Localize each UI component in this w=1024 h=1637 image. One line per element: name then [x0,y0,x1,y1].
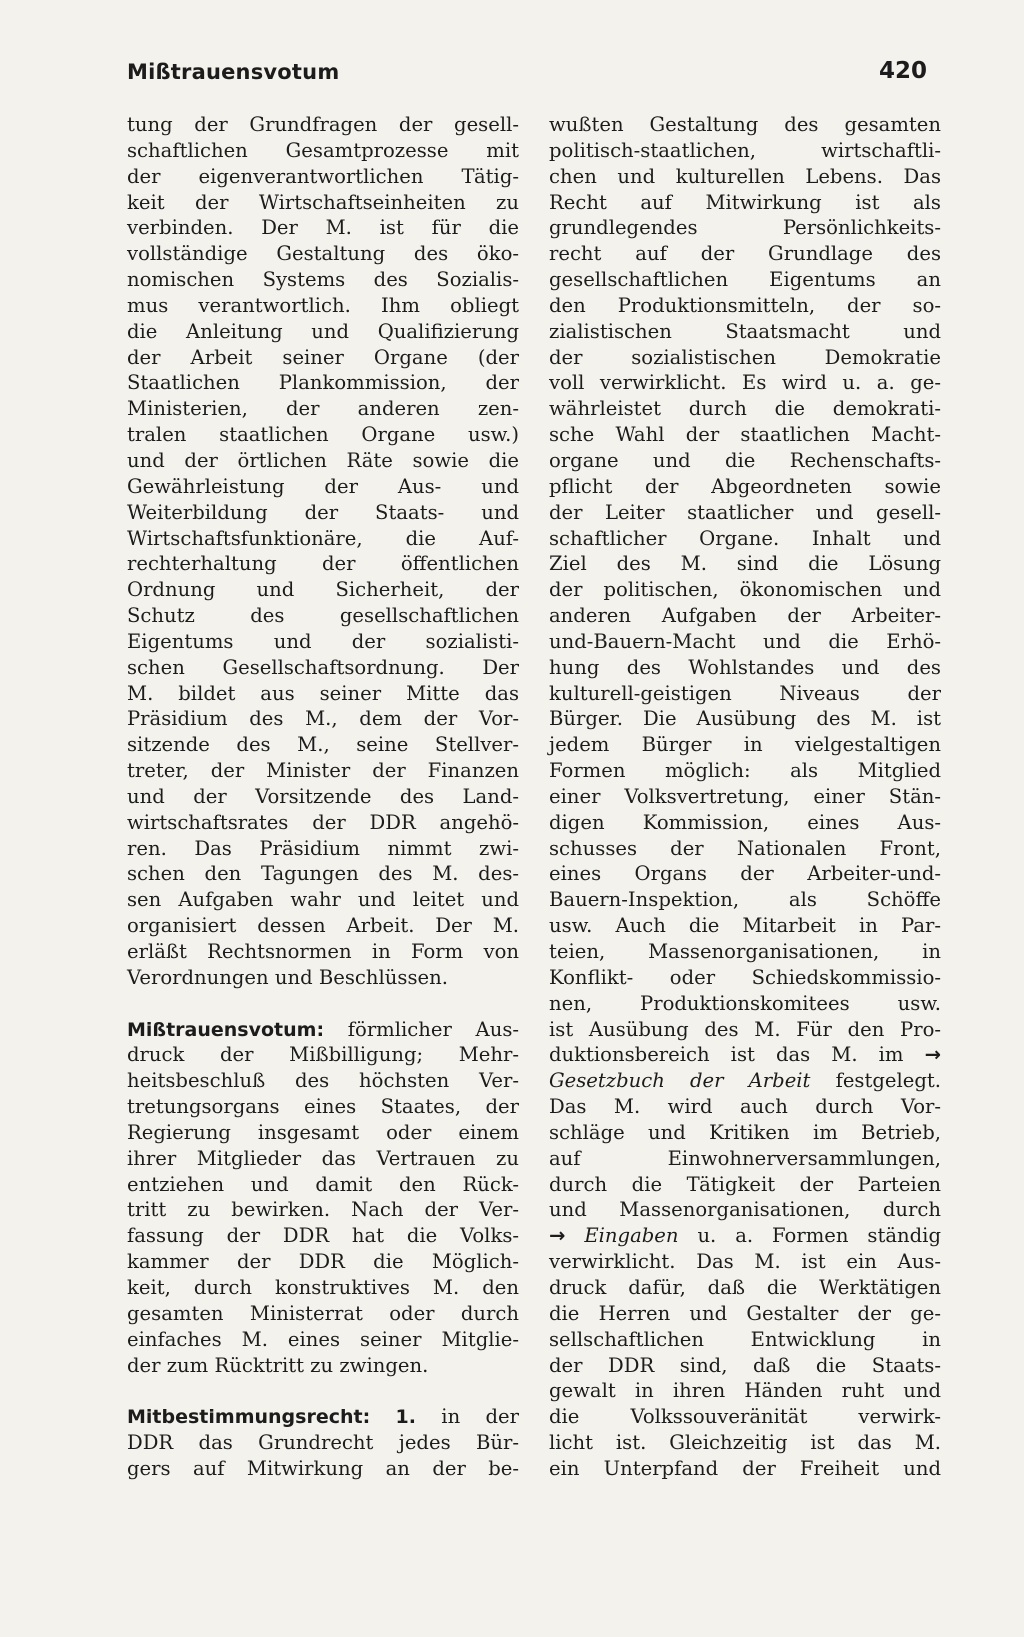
text-line: Bürger. Die Ausübung des M. ist [549,707,941,731]
text-line: und-Bauern-Macht und die Erhö- [549,629,941,653]
text-line: erläßt Rechtsnormen in Form von [127,940,519,963]
text-line: schen den Tagungen des M. des- [127,862,519,886]
text-line: schaftlichen Gesamtprozesse mit [127,138,519,162]
text-line-with-arrow [549,1042,941,1068]
right-column [549,112,941,1482]
text-line: verbinden. Der M. ist für die [127,216,519,240]
text-line: voll verwirklicht. Es wird u. a. ge- [549,371,941,395]
text-line: fassung der DDR hat die Volks- [127,1224,519,1248]
text-line: ein Unterpfand der Freiheit und [549,1456,941,1480]
cross-reference-gesetzbuch-der-arbeit: Gesetzbuch der Arbeit [549,1069,811,1093]
text-line: Präsidium des M., dem der Vor- [127,707,519,731]
text-line: ist Ausübung des M. Für den Pro- [549,1017,941,1041]
text-line: M. bildet aus seiner Mitte das [127,681,519,705]
text-line: politisch-staatlichen, wirtschaftli- [549,138,941,162]
cross-reference-line [549,1223,941,1249]
text-line: gesellschaftlichen Eigentums an [549,268,941,292]
text-line: treter, der Minister der Finanzen [127,759,519,783]
text-line: einfaches M. eines seiner Mitglie- [127,1327,519,1351]
entry-mitbestimmungsrecht [127,1404,519,1482]
text-line: der sozialistischen Demokratie [549,345,941,369]
text-line: mus verantwortlich. Ihm obliegt [127,293,519,317]
running-head [127,60,927,94]
text-line: Ziel des M. sind die Lösung [549,552,941,576]
entry-first-line [127,1404,519,1430]
text-line: recht auf der Grundlage des [549,242,941,266]
text-line: kammer der DDR die Möglich- [127,1250,519,1274]
text-line: schusses der Nationalen Front, [549,836,941,860]
text-line: keit, durch konstruktives M. den [127,1275,519,1299]
text-line: auf Einwohnerversammlungen, [549,1146,941,1170]
text-line: der Leiter staatlicher und gesell- [549,500,941,524]
text-line: die Anleitung und Qualifizierung [127,319,519,343]
text-line: heitsbeschluß des höchsten Ver- [127,1069,519,1093]
text-line: Weiterbildung der Staats- und [127,500,519,524]
text-line: teien, Massenorganisationen, in [549,940,941,963]
entry-first-text: förmlicher Aus- [347,1017,519,1041]
text-line: der politischen, ökonomischen und [549,578,941,602]
text-line: Das M. wird auch durch Vor- [549,1095,941,1119]
text-line: der zum Rücktritt zu zwingen. [127,1353,429,1377]
entry-first-line [127,1017,519,1043]
text-line: eines Organs der Arbeiter-und- [549,862,941,886]
text-line: tritt zu bewirken. Nach der Ver- [127,1198,519,1222]
text-segment: festgelegt. [835,1069,941,1093]
entry-first-text: in der [441,1405,520,1429]
text-line: Verordnungen und Beschlüssen. [127,965,448,989]
text-line: sellschaftlichen Entwicklung in [549,1327,941,1351]
text-line: digen Kommission, eines Aus- [549,810,941,834]
text-line: anderen Aufgaben der Arbeiter- [549,604,941,628]
text-line: rechterhaltung der öffentlichen [127,552,519,576]
text-segment: duktionsbereich ist das M. im [549,1043,904,1067]
text-line: wußten Gestaltung des gesamten [549,113,941,136]
cross-reference-arrow-icon: → [924,1043,941,1067]
text-line: licht ist. Gleichzeitig ist das M. [549,1431,941,1455]
text-line: organisiert dessen Arbeit. Der M. [127,914,519,938]
text-line: nen, Produktionskomitees usw. [549,991,941,1015]
entry-keyword: Mißtrauensvotum: [127,1018,325,1041]
text-line: schaftlicher Organe. Inhalt und [549,526,941,550]
text-line: gesamten Ministerrat oder durch [127,1301,519,1325]
text-line: keit der Wirtschaftseinheiten zu [127,190,519,214]
text-line: Wirtschaftsfunktionäre, die Auf- [127,526,519,550]
text-line: wirtschaftsrates der DDR angehö- [127,810,519,834]
text-line: gers auf Mitwirkung an der be- [127,1456,519,1480]
text-line: einer Volksvertretung, einer Stän- [549,784,941,808]
text-line: sen Aufgaben wahr und leitet und [127,888,519,912]
text-line: tralen staatlichen Organe usw.) [127,423,519,447]
text-line: chen und kulturellen Lebens. Das [549,164,941,188]
text-segment: u. a. Formen ständig [697,1224,941,1248]
text-line: ren. Das Präsidium nimmt zwi- [127,836,519,860]
cross-reference-arrow-icon: → [549,1224,566,1248]
text-line: der DDR sind, daß die Staats- [549,1353,941,1377]
text-line: grundlegendes Persönlichkeits- [549,216,941,240]
cross-reference-line [549,1068,941,1094]
text-line: schen Gesellschaftsordnung. Der [127,655,519,679]
text-line: Formen möglich: als Mitglied [549,759,941,783]
text-line: Ordnung und Sicherheit, der [127,578,519,602]
text-line: entziehen und damit den Rück- [127,1172,519,1196]
text-line: Ministerien, der anderen zen- [127,397,519,421]
text-line: die Volkssouveränität verwirk- [549,1405,941,1429]
text-line: ihrer Mitglieder das Vertrauen zu [127,1146,519,1170]
text-line: sche Wahl der staatlichen Macht- [549,423,941,447]
page-number: 420 [878,58,927,84]
text-line: verwirklicht. Das M. ist ein Aus- [549,1250,941,1274]
text-line: tung der Grundfragen der gesell- [127,113,519,136]
text-line: den Produktionsmitteln, der so- [549,293,941,317]
text-line: organe und die Rechenschafts- [549,448,941,472]
text-line: der Arbeit seiner Organe (der [127,345,519,369]
text-line: die Herren und Gestalter der ge- [549,1301,941,1325]
text-line: kulturell-geistigen Niveaus der [549,681,941,705]
text-line: gewalt in ihren Händen ruht und [549,1379,941,1403]
text-line: währleistet durch die demokrati- [549,397,941,421]
text-line: und der örtlichen Räte sowie die [127,448,519,472]
text-line: DDR das Grundrecht jedes Bür- [127,1431,519,1455]
entry-misstrauensvotum [127,1017,519,1379]
text-line: Schutz des gesellschaftlichen [127,604,519,628]
text-line: sitzende des M., seine Stellver- [127,733,519,757]
text-line: durch die Tätigkeit der Parteien [549,1172,941,1196]
text-line: druck der Mißbilligung; Mehr- [127,1043,519,1067]
entry-keyword: Mitbestimmungsrecht: [127,1406,371,1429]
text-line: jedem Bürger in vielgestaltigen [549,733,941,757]
left-column [127,112,519,1482]
text-line: usw. Auch die Mitarbeit in Par- [549,914,941,938]
text-line: hung des Wohlstandes und des [549,655,941,679]
running-head-keyword: Mißtrauensvotum [127,60,340,84]
text-line: Eigentums und der sozialisti- [127,629,519,653]
text-line: druck dafür, daß die Werktätigen [549,1275,941,1299]
text-line: Bauern-Inspektion, als Schöffe [549,888,941,912]
cross-reference-eingaben: Eingaben [584,1224,679,1248]
text-line: schläge und Kritiken im Betrieb, [549,1120,941,1144]
text-line: Staatlichen Plankommission, der [127,371,519,395]
text-line: der eigenverantwortlichen Tätig- [127,164,519,188]
text-line: Recht auf Mitwirkung ist als [549,190,941,214]
entry-number: 1. [395,1406,416,1429]
text-line: Konflikt- oder Schiedskommissio- [549,965,941,989]
paragraph-ministerrat-continued [127,112,519,991]
text-line: Regierung insgesamt oder einem [127,1120,519,1144]
text-line: pflicht der Abgeordneten sowie [549,474,941,498]
text-line: und der Vorsitzende des Land- [127,784,519,808]
text-line: nomischen Systems des Sozialis- [127,268,519,292]
text-line: und Massenorganisationen, durch [549,1198,941,1222]
text-line: zialistischen Staatsmacht und [549,319,941,343]
text-line: Gewährleistung der Aus- und [127,474,519,498]
text-line: vollständige Gestaltung des öko- [127,242,519,266]
text-line: tretungsorgans eines Staates, der [127,1095,519,1119]
